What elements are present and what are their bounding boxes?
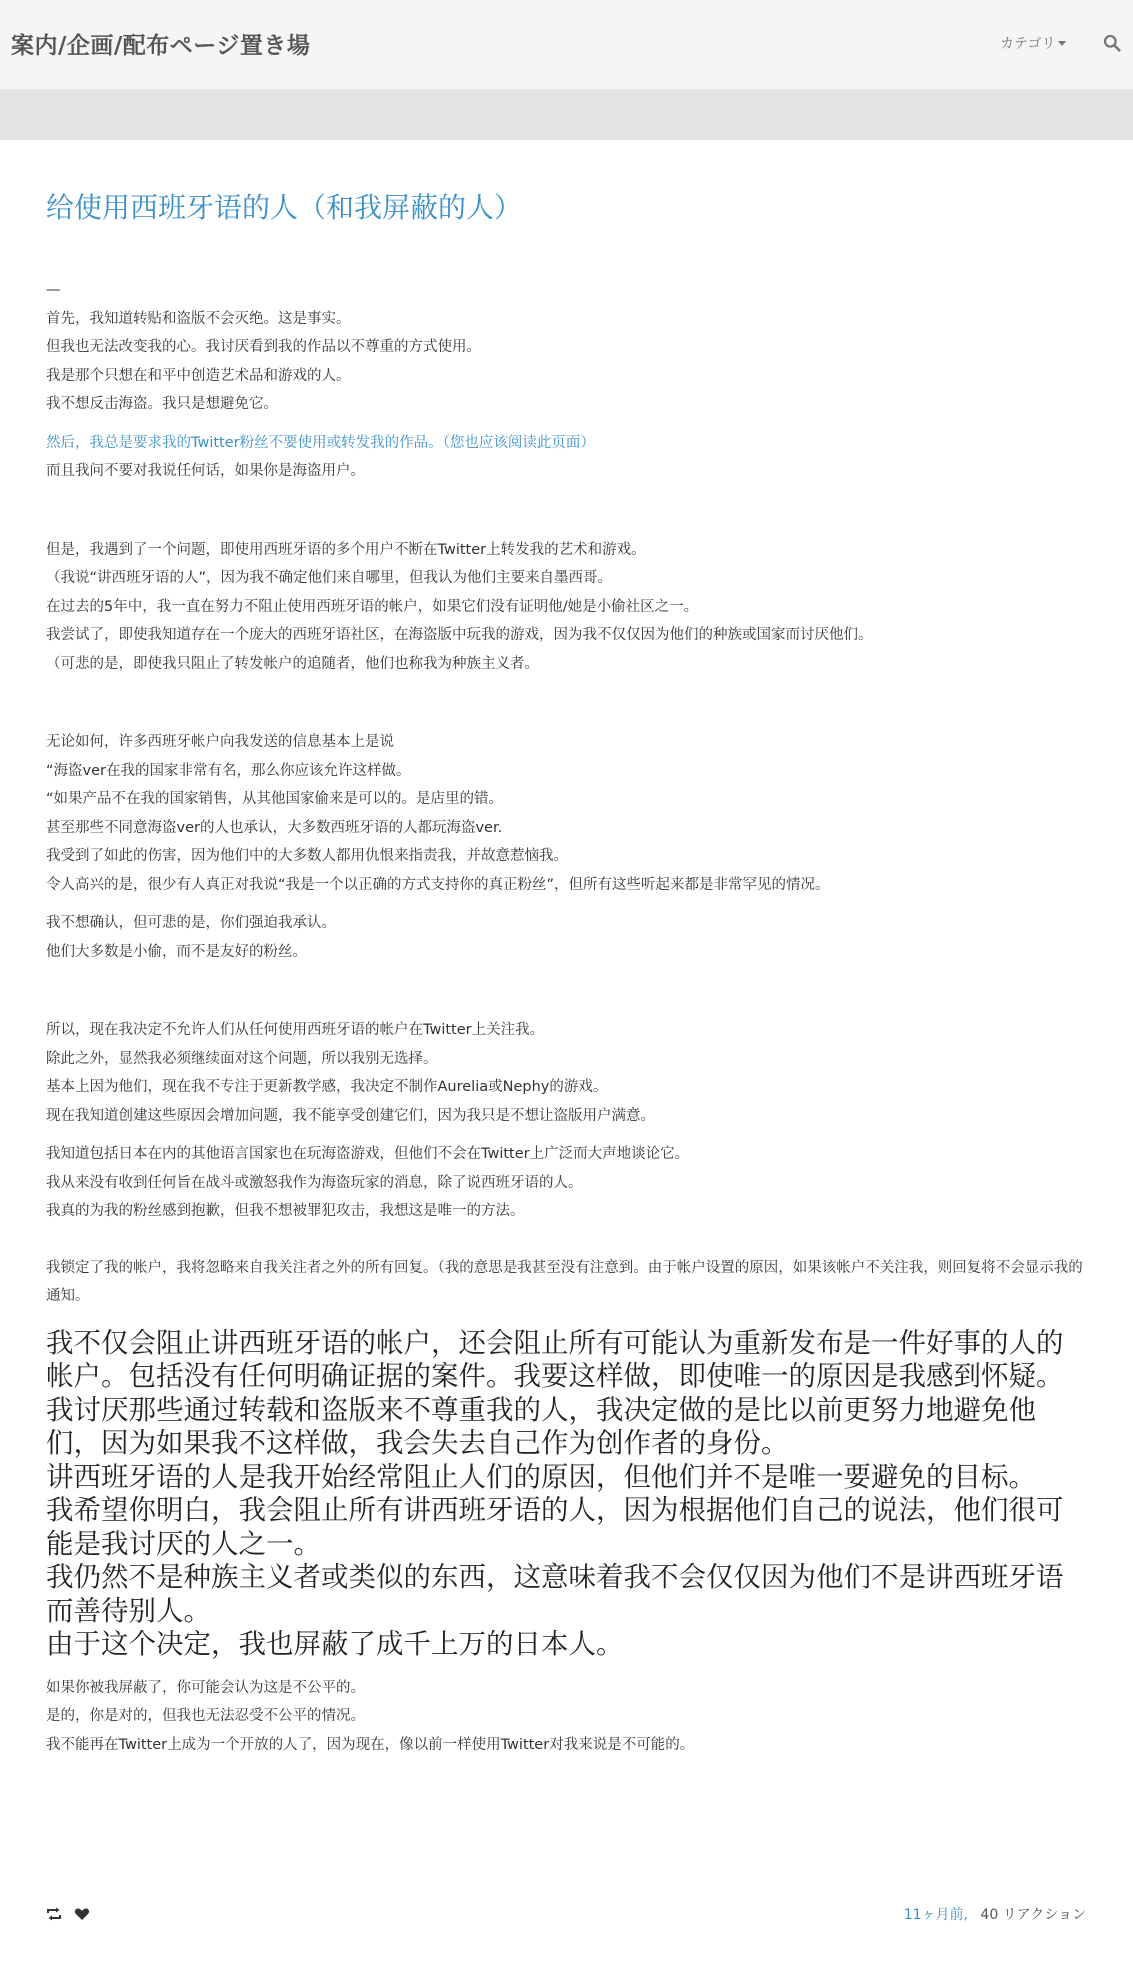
emphasis-line: 讲西班牙语的人是我开始经常阻止人们的原因，但他们并不是唯一要避免的目标。: [46, 1460, 1036, 1493]
body-line: 但是，我遇到了一个问题，即使用西班牙语的多个用户不断在Twitter上转发我的艺术和游戏。: [46, 541, 646, 558]
post-body: [46, 276, 1086, 1759]
body-line: 所以，现在我决定不允许人们从任何使用西班牙语的帐户在Twitter上关注我。: [46, 1022, 545, 1039]
body-line: 他们大多数是小偷，而不是友好的粉丝。: [46, 943, 307, 960]
emphasis-block: [46, 1327, 1086, 1662]
body-line: 无论如何，许多西班牙帐户向我发送的信息基本上是说: [46, 734, 394, 751]
body-line: 我受到了如此的伤害，因为他们中的大多数人都用仇恨来指责我，并故意惹恼我。: [46, 848, 568, 865]
body-line: 我知道包括日本在内的其他语言国家也在玩海盗游戏，但他们不会在Twitter上广泛而大声地谈论它。: [46, 1146, 690, 1163]
header-banner: [0, 90, 1133, 140]
body-line: “如果产品不在我的国家销售，从其他国家偷来是可以的。是店里的错。: [46, 791, 504, 808]
post-actions: [46, 1906, 90, 1922]
caret-down-icon: [1058, 41, 1066, 46]
body-line: 但我也无法改变我的心。我讨厌看到我的作品以不尊重的方式使用。: [46, 339, 481, 356]
emphasis-line: 我仍然不是种族主义者或类似的东西，这意味着我不会仅仅因为他们不是讲西班牙语而善待别人。: [46, 1561, 1064, 1627]
post-time-link[interactable]: 11ヶ月前,: [903, 1907, 968, 1923]
category-dropdown[interactable]: [1000, 33, 1066, 53]
dash-separator: —: [46, 282, 61, 299]
post-title: 给使用西班牙语的人（和我屏蔽的人）: [46, 191, 523, 224]
body-line: 我尝试了，即使我知道存在一个庞大的西班牙语社区，在海盗版中玩我的游戏，因为我不仅仅因为他们的种族或国家而讨厌他们。: [46, 627, 873, 644]
emphasis-line: 我不仅会阻止讲西班牙语的帐户，还会阻止所有可能认为重新发布是一件好事的人的帐户。包括没有任何明确证据的案件。我要这样做，即使唯一的原因是我感到怀疑。: [46, 1326, 1064, 1393]
site-header: [0, 0, 1133, 90]
body-line: 在过去的5年中，我一直在努力不阻止使用西班牙语的帐户，如果它们没有证明他/她是小偷社区之一。: [46, 598, 699, 615]
emphasis-line: 我希望你明白，我会阻止所有讲西班牙语的人，因为根据他们自己的说法，他们很可能是我讨厌的人之一。: [46, 1494, 1064, 1560]
body-line: 而且我问不要对我说任何话，如果你是海盗用户。: [46, 463, 365, 480]
related-page-link[interactable]: 然后，我总是要求我的Twitter粉丝不要使用或转发我的作品。（您也应该阅读此页面）: [46, 434, 595, 451]
body-line: 令人高兴的是，很少有人真正对我说“我是一个以正确的方式支持你的真正粉丝”，但所有这些听起来都是非常罕见的情况。: [46, 876, 830, 893]
body-line: 我从来没有收到任何旨在战斗或激怒我作为海盗玩家的消息，除了说西班牙语的人。: [46, 1174, 583, 1191]
body-line: 我真的为我的粉丝感到抱歉，但我不想被罪犯攻击，我想这是唯一的方法。: [46, 1203, 525, 1220]
body-line: 我不想反击海盗。我只是想避免它。: [46, 396, 278, 413]
emphasis-line: 我讨厌那些通过转载和盗版来不尊重我的人，我决定做的是比以前更努力地避免他们，因为如果我不这样做，我会失去自己作为创作者的身份。: [46, 1393, 1036, 1460]
post-meta: [904, 1904, 1086, 1924]
site-title[interactable]: 案内/企画/配布ページ置き場: [11, 33, 311, 59]
body-line: 首先，我知道转贴和盗版不会灭绝。这是事实。: [46, 310, 351, 327]
emphasis-line: 由于这个决定，我也屏蔽了成千上万的日本人。: [46, 1628, 624, 1661]
category-label: カテゴリ: [1000, 36, 1056, 52]
heart-icon[interactable]: [74, 1906, 90, 1922]
body-line: （我说“讲西班牙语的人”，因为我不确定他们来自哪里，但我认为他们主要来自墨西哥。: [46, 570, 613, 587]
body-line: “海盗ver在我的国家非常有名，那么你应该允许这样做。: [46, 762, 411, 779]
body-line: 我不想确认，但可悲的是，你们强迫我承认。: [46, 915, 336, 932]
body-line: 除此之外，显然我必须继续面对这个问题，所以我别无选择。: [46, 1050, 438, 1067]
post-footer: [46, 1900, 1086, 1930]
body-line: 甚至那些不同意海盗ver的人也承认，大多数西班牙语的人都玩海盗ver.: [46, 819, 503, 836]
body-line: （可悲的是，即使我只阻止了转发帐户的追随者，他们也称我为种族主义者。: [46, 655, 539, 672]
body-line: 我锁定了我的帐户，我将忽略来自我关注者之外的所有回复。（我的意思是我甚至没有注意到。由于帐户设置的原因，如果该帐户不关注我，则回复将不会显示我的通知。: [46, 1259, 1083, 1305]
search-icon[interactable]: [1103, 34, 1121, 52]
body-line: 现在我知道创建这些原因会增加问题，我不能享受创建它们，因为我只是不想让盗版用户满意。: [46, 1107, 655, 1124]
post-article: [46, 140, 1086, 1759]
repost-icon[interactable]: [46, 1906, 62, 1922]
body-line: 我不能再在Twitter上成为一个开放的人了，因为现在，像以前一样使用Twitter对我来说是不可能的。: [46, 1736, 695, 1753]
body-line: 如果你被我屏蔽了，你可能会认为这是不公平的。: [46, 1679, 365, 1696]
body-line: 我是那个只想在和平中创造艺术品和游戏的人。: [46, 367, 351, 384]
reactions-count[interactable]: 40 リアクション: [980, 1907, 1086, 1923]
body-line: 是的，你是对的，但我也无法忍受不公平的情况。: [46, 1708, 365, 1725]
body-line: 基本上因为他们，现在我不专注于更新教学感，我决定不制作Aurelia或Nephy的游戏。: [46, 1079, 608, 1096]
